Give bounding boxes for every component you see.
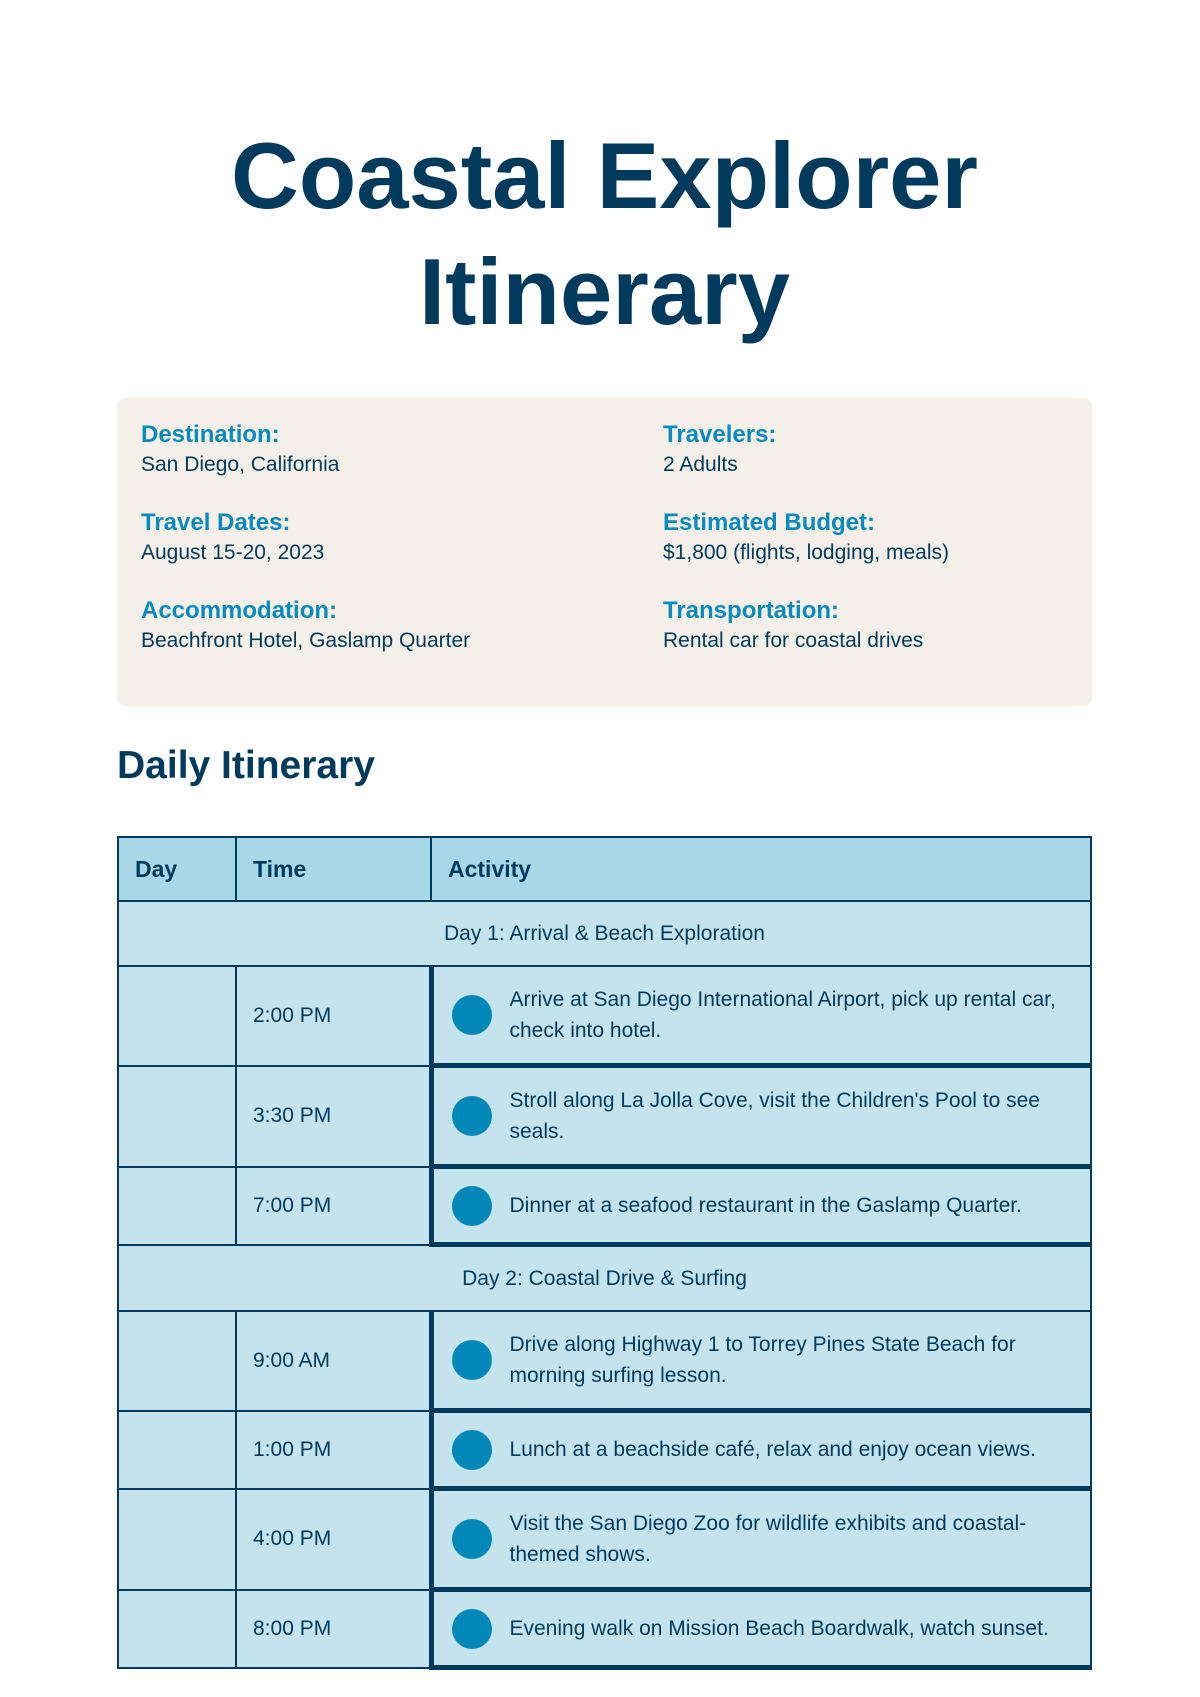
info-value: San Diego, California — [141, 453, 340, 476]
day-cell — [118, 1311, 236, 1411]
day-cell — [118, 1489, 236, 1590]
table-row — [118, 1489, 1091, 1590]
activity-text: Dinner at a seafood restaurant in the Gaslamp Quarter. — [509, 1194, 1022, 1217]
time-cell: 2:00 PM — [236, 966, 431, 1066]
bullet-dot-icon — [452, 1609, 492, 1649]
time-cell: 3:30 PM — [236, 1066, 431, 1167]
activity-cell — [431, 1489, 1091, 1590]
info-transportation — [663, 596, 1068, 684]
day-cell — [118, 1066, 236, 1167]
activity-cell — [431, 1411, 1091, 1489]
header-day: Day — [118, 837, 236, 901]
activity-content — [434, 1508, 1091, 1570]
table-row — [118, 1590, 1091, 1668]
info-value: Rental car for coastal drives — [663, 629, 924, 652]
activity-cell — [431, 1590, 1091, 1668]
info-value: August 15-20, 2023 — [141, 541, 325, 564]
table-row — [118, 1066, 1091, 1167]
section-title: Daily Itinerary — [117, 744, 375, 787]
activity-content — [434, 984, 1091, 1046]
info-label: Accommodation: — [141, 597, 338, 624]
activity-text: Stroll along La Jolla Cove, visit the Children's Pool to see seals. — [509, 1089, 1040, 1143]
time-cell: 9:00 AM — [236, 1311, 431, 1411]
info-accommodation — [141, 596, 663, 684]
activity-text: Arrive at San Diego International Airport, pick up rental car, check into hotel. — [509, 988, 1056, 1042]
info-label: Travel Dates: — [141, 509, 291, 536]
day-cell — [118, 1167, 236, 1245]
activity-content — [434, 1609, 1091, 1649]
activity-text: Evening walk on Mission Beach Boardwalk, watch sunset. — [509, 1617, 1049, 1640]
activity-cell — [431, 966, 1091, 1066]
info-label: Transportation: — [663, 597, 840, 624]
bullet-dot-icon — [452, 995, 492, 1035]
info-label: Estimated Budget: — [663, 509, 876, 536]
bullet-dot-icon — [452, 1186, 492, 1226]
day-cell — [118, 1590, 236, 1668]
info-value: 2 Adults — [663, 453, 738, 476]
bullet-dot-icon — [452, 1340, 492, 1380]
activity-content — [434, 1186, 1091, 1226]
table-row — [118, 1411, 1091, 1489]
info-value: Beachfront Hotel, Gaslamp Quarter — [141, 629, 471, 652]
info-travel-dates — [141, 508, 663, 596]
activity-cell — [431, 1066, 1091, 1167]
table-row — [118, 1167, 1091, 1245]
info-label: Travelers: — [663, 421, 777, 448]
activity-content — [434, 1329, 1091, 1391]
day-title: Day 2: Coastal Drive & Surfing — [118, 1245, 1091, 1312]
info-value: $1,800 (flights, lodging, meals) — [663, 541, 949, 564]
header-activity: Activity — [431, 837, 1091, 901]
trip-info-panel — [117, 398, 1092, 706]
day-cell — [118, 1411, 236, 1489]
activity-text: Visit the San Diego Zoo for wildlife exhibits and coastal-themed shows. — [509, 1512, 1027, 1566]
activity-cell — [431, 1167, 1091, 1245]
table-row — [118, 1311, 1091, 1411]
activity-content — [434, 1430, 1091, 1470]
info-travelers — [663, 420, 1068, 508]
activity-text: Drive along Highway 1 to Torrey Pines State Beach for morning surfing lesson. — [509, 1333, 1016, 1387]
activity-cell — [431, 1311, 1091, 1411]
table-row — [118, 966, 1091, 1066]
header-time: Time — [236, 837, 431, 901]
bullet-dot-icon — [452, 1096, 492, 1136]
activity-content — [434, 1085, 1091, 1147]
info-destination — [141, 420, 663, 508]
bullet-dot-icon — [452, 1519, 492, 1559]
time-cell: 7:00 PM — [236, 1167, 431, 1245]
time-cell: 4:00 PM — [236, 1489, 431, 1590]
info-label: Destination: — [141, 421, 280, 448]
day-title: Day 1: Arrival & Beach Exploration — [118, 901, 1091, 966]
page-title: Coastal Explorer Itinerary — [230, 123, 979, 344]
time-cell: 1:00 PM — [236, 1411, 431, 1489]
activity-text: Lunch at a beachside café, relax and enjoy ocean views. — [509, 1438, 1037, 1461]
bullet-dot-icon — [452, 1430, 492, 1470]
day-cell — [118, 966, 236, 1066]
itinerary-table — [117, 836, 1092, 1670]
day-header-row — [118, 901, 1091, 966]
day-header-row — [118, 1245, 1091, 1312]
time-cell: 8:00 PM — [236, 1590, 431, 1668]
table-header-row — [118, 837, 1091, 901]
info-budget — [663, 508, 1068, 596]
